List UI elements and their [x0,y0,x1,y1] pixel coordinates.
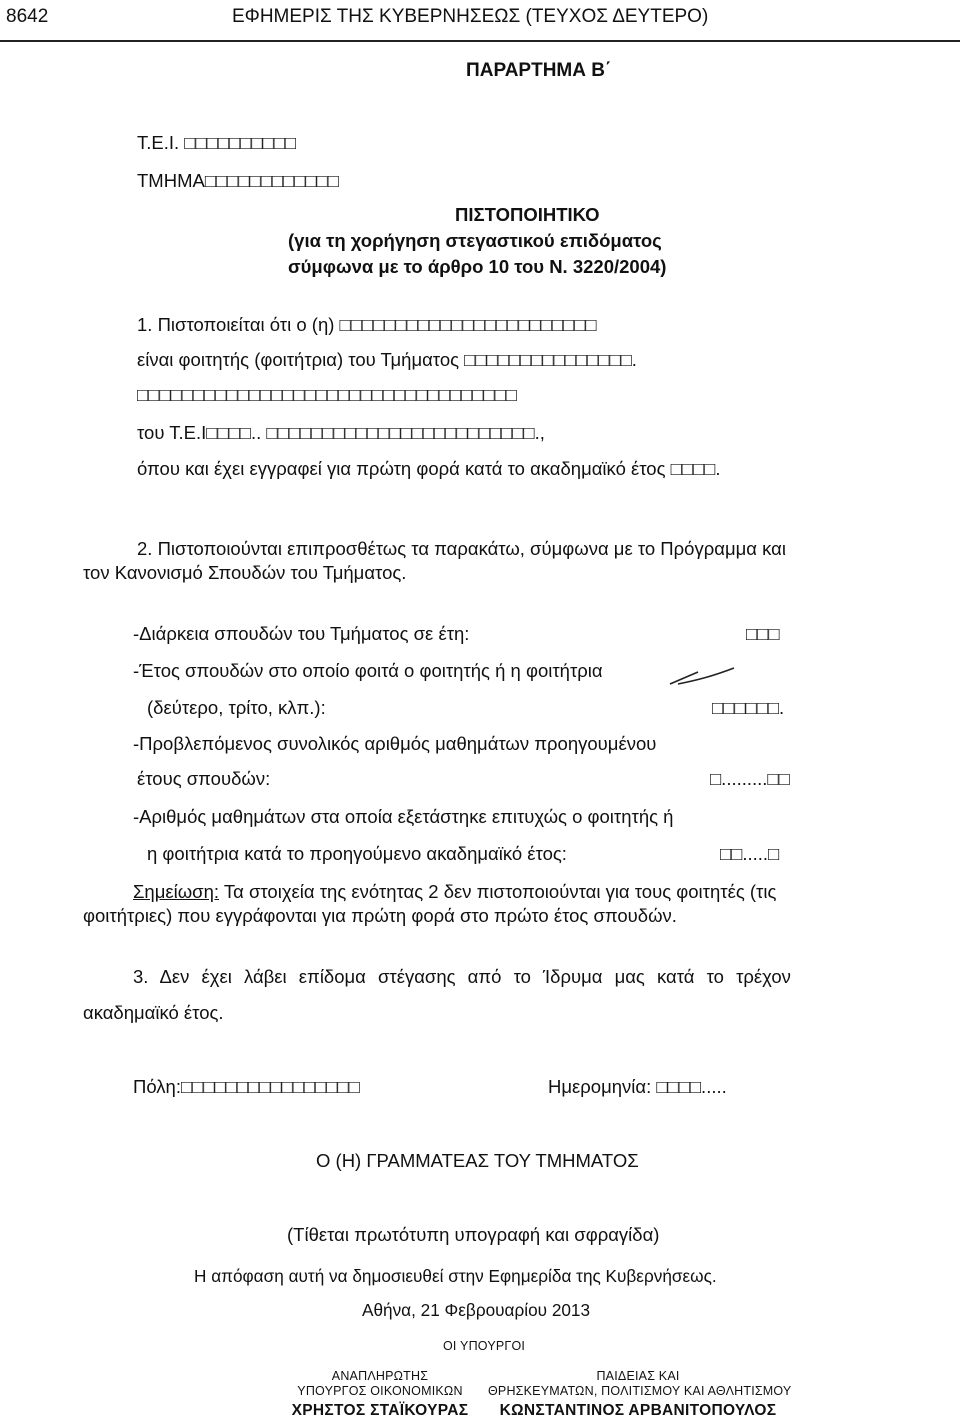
right-minister-name: ΚΩΝΣΤΑΝΤΙΝΟΣ ΑΡΒΑΝΙΤΟΠΟΥΛΟΣ [499,1402,777,1419]
left-minister-name: ΧΡΗΣΤΟΣ ΣΤΑΪΚΟΥΡΑΣ [291,1402,469,1419]
section3-line-1: 3. Δεν έχει λάβει επίδομα στέγασης από το Ίδρυμα μας κατά το τρέχον [133,966,791,987]
item-year-line-1: -Έτος σπουδών στο οποίο φοιτά ο φοιτητής ή η φοιτήτρια [133,660,603,681]
right-role-1: ΠΑΙΔΕΙΑΣ ΚΑΙ [596,1369,680,1383]
secretary-title: Ο (Η) ΓΡΑΜΜΑΤΕΑΣ ΤΟΥ ΤΜΗΜΑΤΟΣ [316,1150,639,1171]
item-duration-value: □□□ [746,623,780,644]
section2-line-1: 2. Πιστοποιούνται επιπροσθέτως τα παρακάτω, σύμφωνα με το Πρόγραμμα και [137,538,786,559]
section1-line-3: □□□□□□□□□□□□□□□□□□□□□□□□□□□□□□□□□□ [137,384,517,405]
note-label: Σημείωση: [133,881,220,902]
page-number: 8642 [6,6,49,27]
section2-line-2: τον Κανονισμό Σπουδών του Τμήματος. [83,562,407,583]
header-rule [0,40,960,42]
item-year-line-2: (δεύτερο, τρίτο, κλπ.): [147,697,326,718]
tei-line: Τ.Ε.Ι. □□□□□□□□□□ [137,132,297,153]
certificate-subtitle-1: (για τη χορήγηση στεγαστικού επιδόματος [288,230,662,251]
note-line-1 [133,881,776,903]
section3-line-2: ακαδημαϊκό έτος. [83,1002,224,1023]
item-courses-line-2: έτους σπουδών: [137,768,271,789]
ministers-label: ΟΙ ΥΠΟΥΡΓΟΙ [443,1339,526,1353]
date-field: Ημερομηνία: □□□□..... [548,1076,727,1097]
note-text-1: Τα στοιχεία της ενότητας 2 δεν πιστοποιούνται για τους φοιτητές (τις [219,881,777,902]
department-line: ΤΜΗΜΑ□□□□□□□□□□□□ [137,170,339,191]
publication-statement: Η απόφαση αυτή να δημοσιευθεί στην Εφημερίδα της Κυβερνήσεως. [194,1266,717,1286]
item-courses-line-1: -Προβλεπόμενος συνολικός αριθμός μαθημάτων προηγουμένου [133,733,657,754]
annex-title: ΠΑΡΑΡΤΗΜΑ Β΄ [466,60,612,81]
place-date: Αθήνα, 21 Φεβρουαρίου 2013 [362,1300,591,1320]
section1-line-4: του Τ.Ε.Ι□□□□.. □□□□□□□□□□□□□□□□□□□□□□□□., [137,422,545,443]
handwritten-stroke [668,662,736,690]
section1-line-5: όπου και έχει εγγραφεί για πρώτη φορά κατά το ακαδημαϊκό έτος □□□□. [137,458,721,479]
signature-instruction: (Τίθεται πρωτότυπη υπογραφή και σφραγίδα) [287,1224,660,1245]
certificate-subtitle-2: σύμφωνα με το άρθρο 10 του Ν. 3220/2004) [288,256,667,277]
section1-line-2: είναι φοιτητής (φοιτήτρια) του Τμήματος □□□□□□□□□□□□□□□. [137,349,637,370]
certificate-title: ΠΙΣΤΟΠΟΙΗΤΙΚΟ [455,204,600,225]
item-passed-value: □□.....□ [720,843,780,864]
right-role-2: ΘΡΗΣΚΕΥΜΑΤΩΝ, ΠΟΛΙΤΙΣΜΟΥ ΚΑΙ ΑΘΛΗΤΙΣΜΟΥ [488,1384,792,1398]
section1-line-1: 1. Πιστοποιείται ότι ο (η) □□□□□□□□□□□□□□□□□□□□□□□ [137,314,597,335]
item-courses-value: □.........□□ [710,768,790,789]
city-field: Πόλη:□□□□□□□□□□□□□□□□ [133,1076,360,1097]
item-year-value: □□□□□□. [712,697,785,718]
item-passed-line-1: -Αριθμός μαθημάτων στα οποία εξετάστηκε επιτυχώς ο φοιτητής ή [133,806,674,827]
item-passed-line-2: η φοιτήτρια κατά το προηγούμενο ακαδημαϊκό έτος: [147,843,567,864]
left-role-2: ΥΠΟΥΡΓΟΣ ΟΙΚΟΝΟΜΙΚΩΝ [297,1384,463,1398]
note-line-2: φοιτήτριες) που εγγράφονται για πρώτη φορά στο πρώτο έτος σπουδών. [83,905,677,926]
item-duration: -Διάρκεια σπουδών του Τμήματος σε έτη: [133,623,470,644]
left-role-1: ΑΝΑΠΛΗΡΩΤΗΣ [331,1369,429,1383]
gazette-title: ΕΦΗΜΕΡΙΣ ΤΗΣ ΚΥΒΕΡΝΗΣΕΩΣ (ΤΕΥΧΟΣ ΔΕΥΤΕΡΟ) [232,6,709,27]
